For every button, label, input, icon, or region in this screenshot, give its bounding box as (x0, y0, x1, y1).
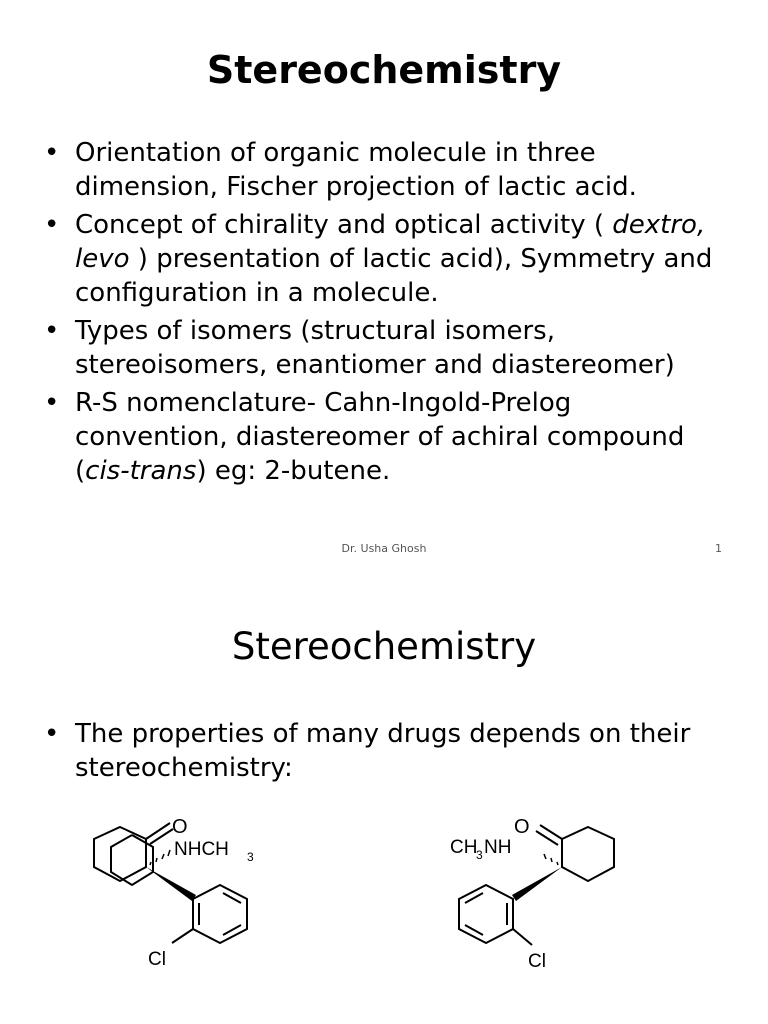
bullet-text: ) presentation of lactic acid), Symmetry and configuration in a molecule. (75, 244, 713, 308)
chloro-label: Cl (528, 951, 546, 972)
bullet-italic-text: dextro, levo (75, 210, 706, 274)
slide-2-bullet-list (0, 717, 715, 789)
amine-label: NHCH (174, 839, 229, 860)
bullet-text: Orientation of organic molecule in three dimension, Fischer projection of lactic acid. (75, 138, 637, 202)
slide-1-title: Stereochemistry (206, 48, 562, 92)
bullet-item (0, 136, 715, 204)
amine-subscript: 3 (247, 850, 254, 864)
bullet-text: The properties of many drugs depends on their stereochemistry: (75, 719, 691, 783)
slide-2-title: Stereochemistry (231, 625, 537, 668)
footer-author: Dr. Usha Ghosh (341, 542, 427, 555)
bullet-text: Concept of chirality and optical activity ( (75, 210, 613, 240)
slide-1-bullet-list (0, 136, 715, 492)
amine-label-post: NH (484, 837, 512, 858)
bullet-italic-text: cis-trans (85, 456, 197, 486)
bullet-item (0, 314, 715, 382)
bullet-dot-icon: • (44, 138, 60, 168)
slide-2 (0, 575, 768, 1024)
bullet-text: R-S nomenclature- Cahn-Ingold-Prelog convention, diastereomer of achiral compound ( (75, 388, 685, 486)
bullet-item (0, 717, 715, 785)
bullet-dot-icon: • (44, 719, 60, 749)
amine-subscript: 3 (476, 848, 483, 862)
bullet-text: ) eg: 2-butene. (196, 456, 391, 486)
bullet-item (0, 386, 715, 488)
bullet-dot-icon: • (44, 388, 60, 418)
ketamine-structure-left (80, 815, 310, 995)
bullet-text: Types of isomers (structural isomers, stereoisomers, enantiomer and diastereomer) (75, 316, 675, 380)
page-number: 1 (715, 542, 722, 555)
bullet-item (0, 208, 715, 310)
amine-label-pre: CH (450, 837, 478, 858)
ketamine-structure-right (440, 815, 660, 995)
bullet-dot-icon: • (44, 210, 60, 240)
carbonyl-o-label: O (172, 816, 188, 838)
bullet-dot-icon: • (44, 316, 60, 346)
chloro-label: Cl (148, 949, 166, 970)
carbonyl-o-label: O (514, 816, 530, 838)
